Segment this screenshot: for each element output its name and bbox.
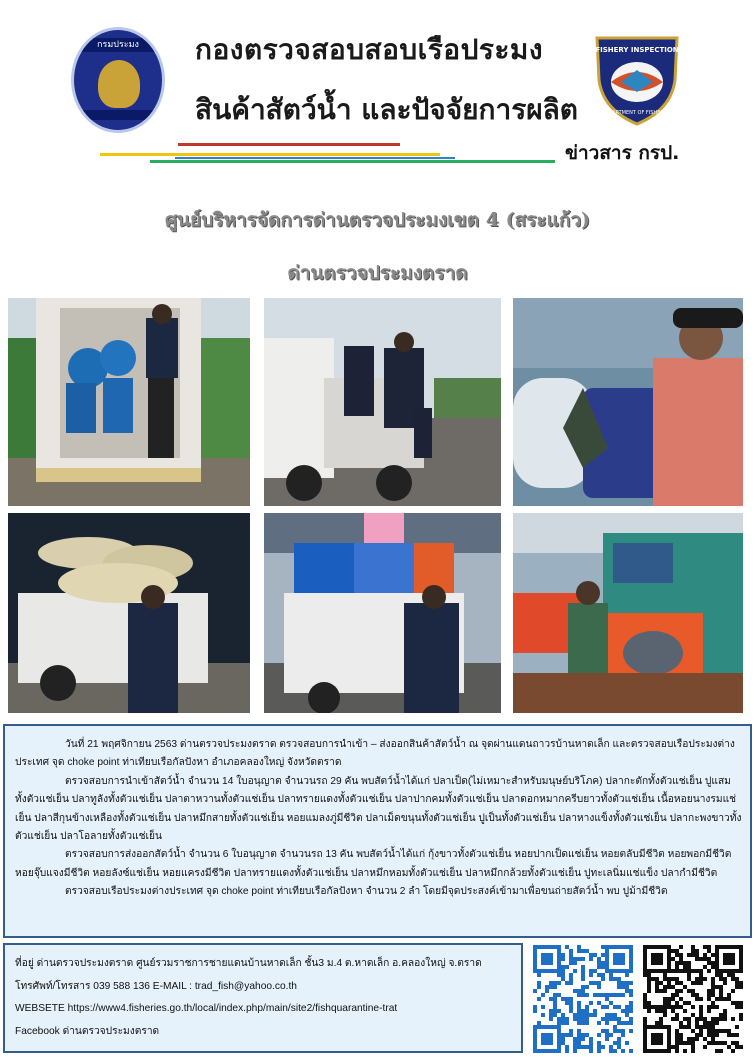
header-underline-green <box>150 160 555 163</box>
news-label: ข่าวสาร กรป. <box>565 142 680 164</box>
header-title-line2: สินค้าสัตว์น้ำ และปัจจัยการผลิต <box>195 93 578 126</box>
svg-text:DEPARTMENT OF FISHERIES: DEPARTMENT OF FISHERIES <box>602 110 672 116</box>
header-underline-blue <box>175 157 455 159</box>
photo-night-pickup-sacks <box>8 513 250 713</box>
qr-code-blue-icon <box>533 944 633 1054</box>
photo-pickup-loading <box>264 298 501 506</box>
report-paragraph-2: ตรวจสอบการนำเข้าสัตว์น้ำ จำนวน 14 ใบอนุญาต จำนวนรถ 29 คัน พบสัตว์น้ำได้แก่ ปลาเป็ด(ไม่เหมาะสำหรับมนุษย์บริโภค) ปลากะตักทั้งตัวแช่เย็น ปูแสมทั้งตัวแช่เย็น ปลาทูลังทั้งตัวแช่เย็น ปลาตาหวานทั้งตัวแช่เย็น ปลาทรายแดงทั้งตัวแช่เย็น ปลาปากคมทั้งตัวแช่เย็น ปลาดอกหมากครีบยาวทั้งตัวแช่เย็น เนื้อหอยนางรมแช่เย็น ปลาสีกุนข้างเหลืองทั้งตัวแช่เย็น ปลาหมึกสายทั้งตัวแช่เย็น หอยแมลงภู่มีชีวิต ปลาเม็ดขนุนทั้งตัวแช่เย็น ปูเป็นทั้งตัวแช่เย็น ปลาหางแข็งทั้งตัวแช่เย็น ปลากะพงขาวทั้งตัวแช่เย็น ปลาโอลายทั้งตัวแช่เย็น <box>15 775 742 843</box>
report-paragraph-3: ตรวจสอบการส่งออกสัตว์น้ำ จำนวน 6 ใบอนุญาต จำนวนรถ 13 คัน พบสัตว์น้ำได้แก่ กุ้งขาวทั้งตัวแช่เย็น หอยปากเป็ดแช่เย็น หอยตลับมีชีวิต หอยพอกมีชีวิต หอยจุ๊บแจงมีชีวิต หอยลังซ์แช่เย็น หอยแครงมีชีวิต ปลาทรายแดงทั้งตัวแช่เย็น ปลาหมึกหอมทั้งตัวแช่เย็น ปลาหมึกกล้วยทั้งตัวแช่เย็น ปูทะเลนิ่มแช่แข็ง ปลากำมีชีวิต <box>15 849 732 879</box>
report-text-box <box>3 724 752 938</box>
photo-man-with-crabs <box>513 298 743 506</box>
photo-truck-blue-barrels <box>8 298 250 506</box>
contact-phone-email: โทรศัพท์/โทรสาร 039 588 136 E-MAIL : trad_fish@yahoo.co.th <box>15 980 297 992</box>
header-underline-red <box>178 143 400 146</box>
center-title: ศูนย์บริหารจัดการด่านตรวจประมงเขต 4 (สระแก้ว) <box>165 209 590 231</box>
photo-boat-inspection <box>513 513 743 713</box>
fishery-inspection-badge-icon <box>591 30 683 126</box>
report-paragraph-1: วันที่ 21 พฤศจิกายน 2563 ด่านตรวจประมงตราด ตรวจสอบการนำเข้า – ส่งออกสินค้าสัตว์น้ำ ณ จุดผ่านแดนถาวรบ้านหาดเล็ก และตรวจสอบเรือประมงต่างประเทศ จุด choke point ท่าเทียบเรือกัลปังหา อำเภอคลองใหญ่ จังหวัดตราด <box>15 739 735 769</box>
photo-pickup-ice-boxes <box>264 513 501 713</box>
header-title-line1: กองตรวจสอบสอบเรือประมง <box>195 33 544 66</box>
contact-website: WEBSETE https://www4.fisheries.go.th/local/index.php/main/site2/fishquarantine-trat <box>15 1003 398 1014</box>
checkpoint-title: ด่านตรวจประมงตราด <box>287 262 468 284</box>
contact-box <box>3 943 523 1053</box>
left-logo-text: กรมประมง <box>74 38 162 52</box>
svg-text:FISHERY INSPECTION: FISHERY INSPECTION <box>595 46 679 54</box>
qr-code-black-icon <box>643 944 743 1054</box>
contact-facebook: Facebook ด่านตรวจประมงตราด <box>15 1025 160 1037</box>
header-underline-yellow <box>100 153 440 156</box>
header <box>0 0 755 175</box>
contact-address: ที่อยู่ ด่านตรวจประมงตราด ศูนย์รวมราชการชายแดนบ้านหาดเล็ก ชั้น3 ม.4 ต.หาดเล็ก อ.คลองใหญ่ จ.ตราด <box>15 958 482 969</box>
fisheries-seal-icon <box>71 27 165 133</box>
report-paragraph-4: ตรวจสอบเรือประมงต่างประเทศ จุด choke point ท่าเทียบเรือกัลปังหา จำนวน 2 ลำ โดยมีจุดประสงค์เข้ามาเพื่อขนถ่ายสัตว์น้ำ พบ ปูม้ามีชีวิต <box>65 886 668 898</box>
